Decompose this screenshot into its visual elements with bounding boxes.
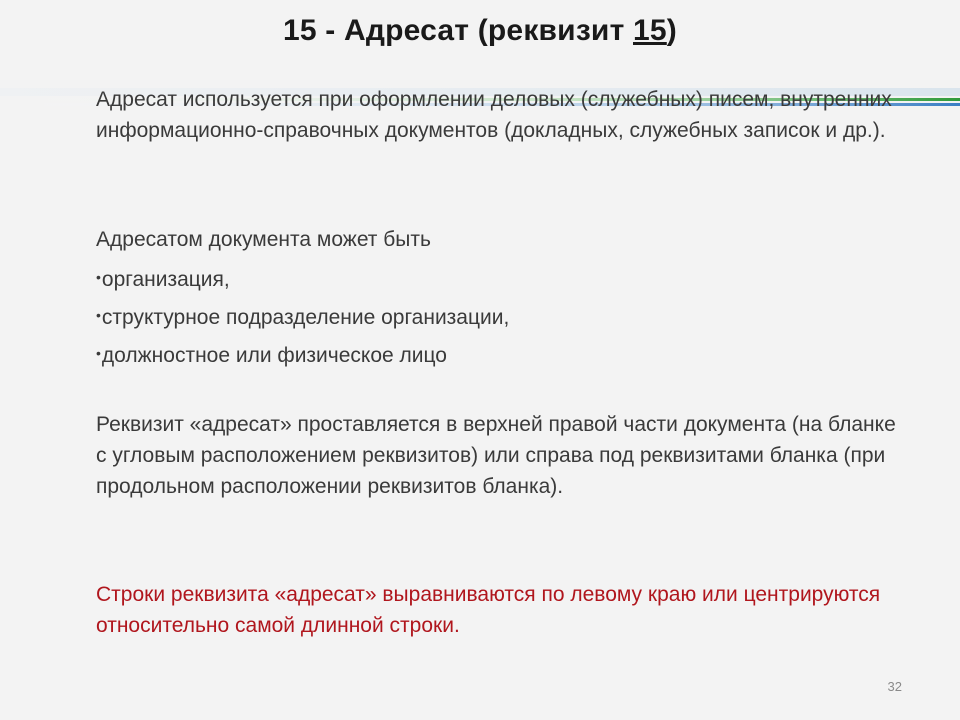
- bullet-icon: •: [96, 345, 101, 361]
- slide-title: [0, 14, 960, 48]
- bullet-icon: •: [96, 269, 101, 285]
- paragraph-addressee-can-be: Адресатом документа может быть: [96, 228, 431, 251]
- bullet-text: структурное подразделение организации,: [101, 306, 510, 329]
- list-item: [96, 262, 896, 295]
- bullet-icon: •: [96, 307, 101, 323]
- title-suffix: ): [666, 14, 677, 47]
- paragraph-alignment-note: Строки реквизита «адресат» выравниваются по левому краю или центрируются относительно самой длинной строки.: [96, 583, 881, 637]
- title-prefix: 15 - Адресат (реквизит: [283, 14, 633, 47]
- bullet-text: должностное или физическое лицо: [101, 344, 447, 367]
- paragraph-placement: Реквизит «адресат» проставляется в верхней правой части документа (на бланке с угловым расположением реквизитов) или справа под реквизитами бланка (при продольном расположении реквизитов бланка).: [96, 413, 896, 498]
- list-item: [96, 300, 896, 333]
- paragraph-addressee-usage: Адресат используется при оформлении деловых (служебных) писем, внутренних информационно-справочных документов (докладных, служебных записок и др.).: [96, 88, 892, 142]
- list-item: [96, 338, 896, 371]
- bullet-text: организация,: [101, 268, 230, 291]
- title-number: 15: [633, 14, 667, 47]
- page-number: 32: [887, 679, 902, 694]
